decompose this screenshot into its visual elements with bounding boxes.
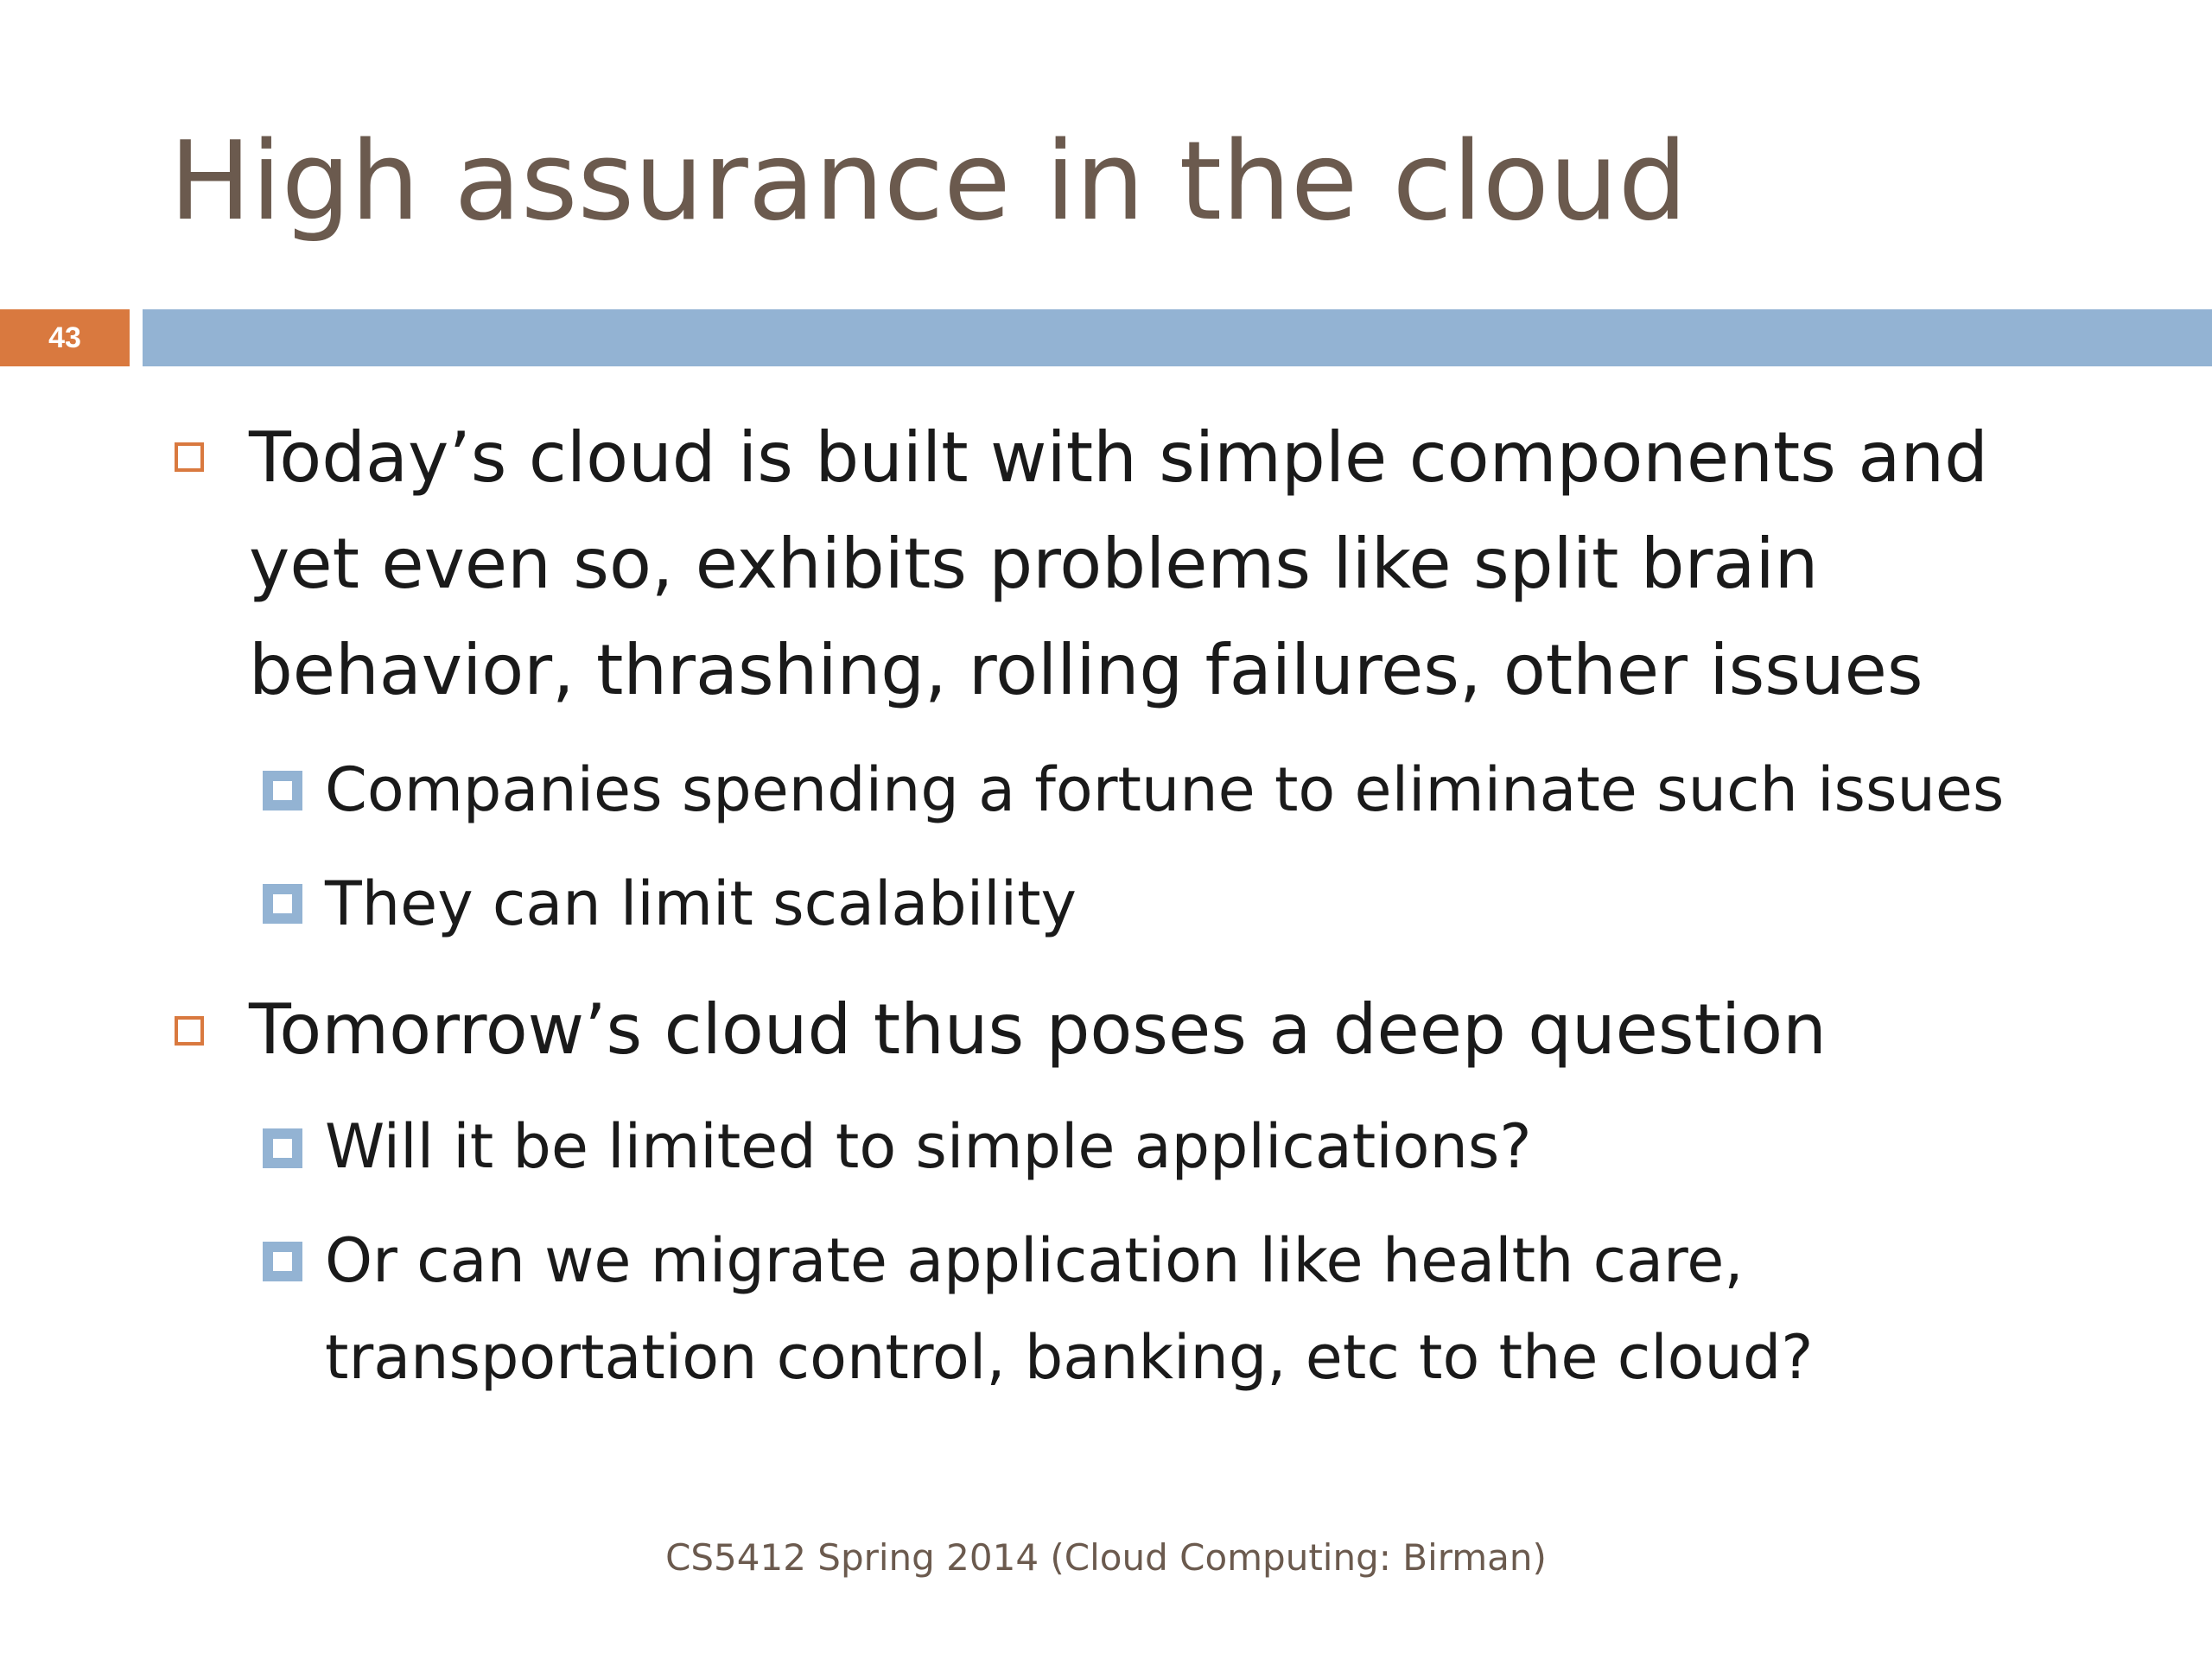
bullet-square-icon <box>175 1016 204 1046</box>
slide-title: High assurance in the cloud <box>169 118 1688 245</box>
slide-footer: CS5412 Spring 2014 (Cloud Computing: Birman) <box>665 1536 1547 1579</box>
sub-bullet-item: Or can we migrate application like health care, transportation control, banking, etc to the cloud? <box>325 1225 1814 1393</box>
sub-bullet-item: Companies spending a fortune to eliminate such issues <box>325 754 2005 825</box>
sub-bullet-square-icon <box>263 771 302 810</box>
bullet-item: Today’s cloud is built with simple components and yet even so, exhibits problems like split brain behavior, thrashing, rolling failures, other issues <box>249 417 1988 710</box>
sub-bullet-square-icon <box>263 1242 302 1281</box>
sub-bullet-item: Will it be limited to simple applications? <box>325 1111 1532 1182</box>
bullet-square-icon <box>175 442 204 472</box>
slide-number: 43 <box>48 321 81 354</box>
sub-bullet-item: They can limit scalability <box>325 868 1077 939</box>
sub-bullet-square-icon <box>263 884 302 924</box>
bullet-item: Tomorrow’s cloud thus poses a deep question <box>249 989 1827 1070</box>
sub-bullet-square-icon <box>263 1128 302 1168</box>
